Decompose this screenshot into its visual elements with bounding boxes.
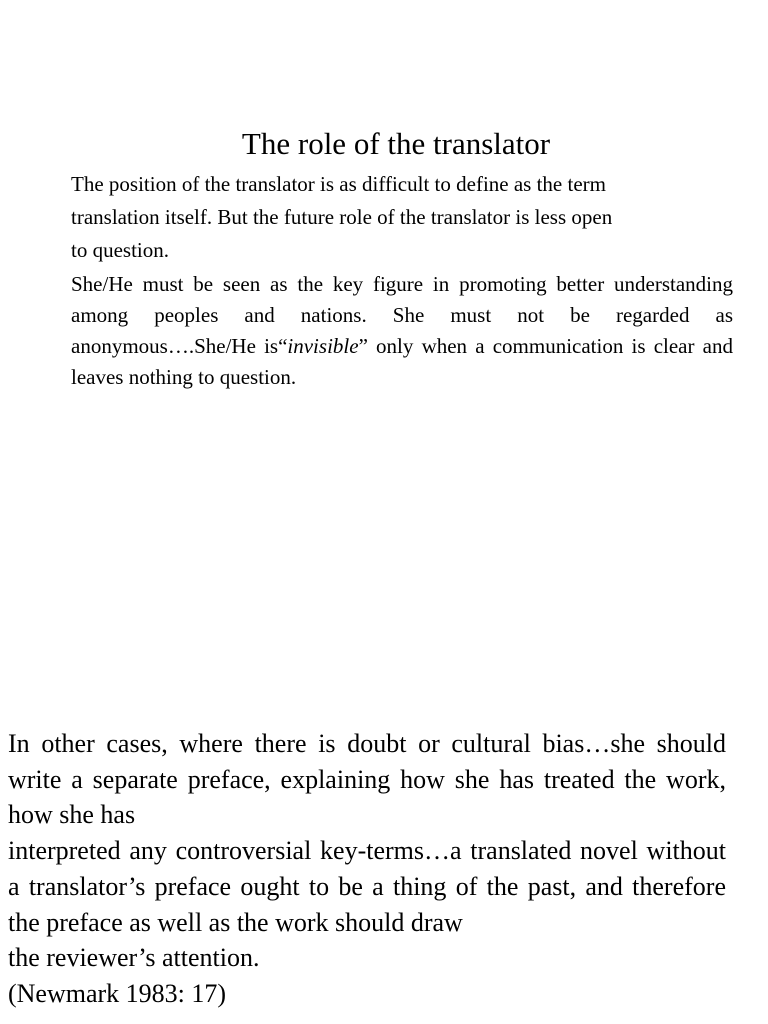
- intro-p1-line-2: translation itself. But the future role of the translator is less open: [71, 205, 613, 229]
- intro-p1-line-3: to question.: [71, 238, 169, 262]
- intro-paragraph-2: [71, 269, 733, 393]
- intro-p2-after: ” only when a communication is clear and leaves nothing to question.: [71, 334, 733, 389]
- intro-paragraph-1: [71, 168, 733, 267]
- intro-section: [71, 168, 733, 393]
- quote-part-2: interpreted any controversial key-terms…a translated novel without a translator’s preface ought to be a thing of the past, and therefore the preface as well as the work should draw: [8, 836, 726, 937]
- quote-citation: (Newmark 1983: 17): [8, 978, 227, 1008]
- newmark-quote: [8, 726, 726, 1012]
- intro-p1-line-1: The position of the translator is as difficult to define as the term: [71, 172, 606, 196]
- page-title: The role of the translator: [241, 126, 551, 161]
- intro-p2-before: She/He must be seen as the key figure in promoting better understanding among peoples and nations. She must not be regarded as anonymous….She/He is“: [71, 272, 733, 358]
- quote-part-3: the reviewer’s attention.: [8, 943, 260, 973]
- quote-part-1: In other cases, where there is doubt or cultural bias…she should write a separate preface, explaining how she has treated the work, how she has: [8, 729, 726, 830]
- invisible-emphasis: invisible: [287, 334, 359, 358]
